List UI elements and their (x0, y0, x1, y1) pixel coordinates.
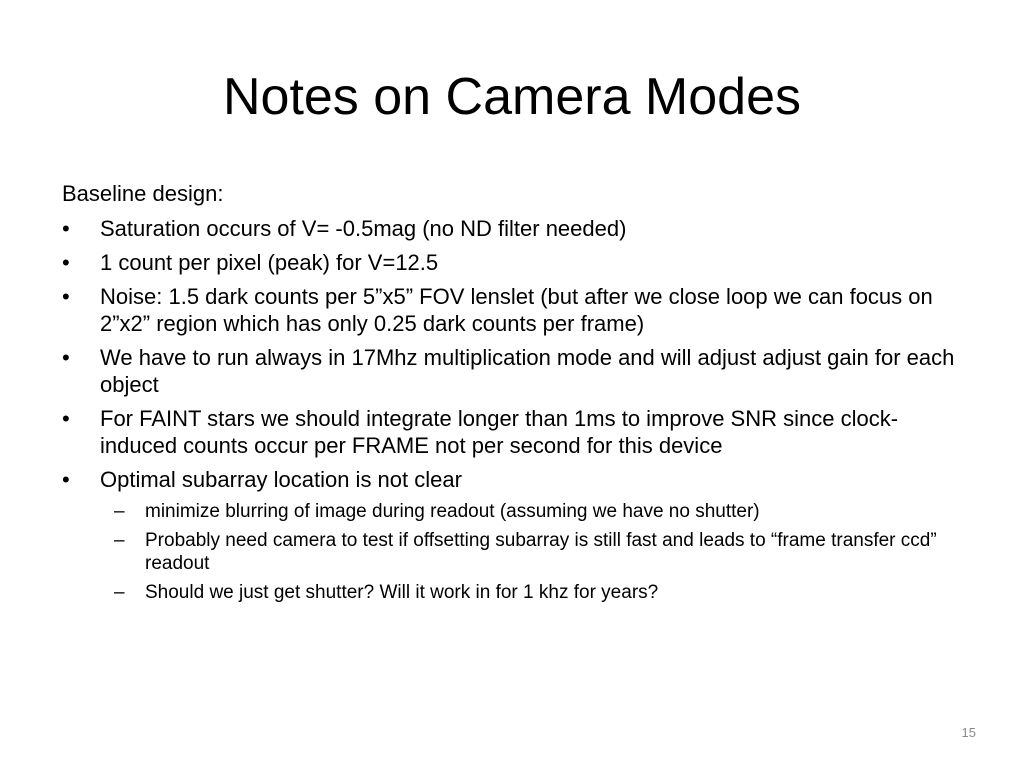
bullet-marker: • (62, 406, 70, 431)
bullet-text: Optimal subarray location is not clear (100, 467, 462, 492)
sub-bullet-text: Probably need camera to test if offsetting subarray is still fast and leads to “frame transfer ccd” readout (145, 530, 937, 574)
bullet-text: We have to run always in 17Mhz multiplication mode and will adjust adjust gain for each object (100, 345, 955, 397)
bullet-text: Noise: 1.5 dark counts per 5”x5” FOV lenslet (but after we close loop we can focus on 2”x2” region which has only 0.25 dark counts per frame) (100, 284, 933, 336)
sub-bullet-item (62, 500, 972, 523)
page-number: 15 (961, 725, 976, 740)
bullet-text: Saturation occurs of V= -0.5mag (no ND filter needed) (100, 216, 627, 241)
slide-body (62, 180, 972, 610)
bullet-text: 1 count per pixel (peak) for V=12.5 (100, 250, 439, 275)
bullet-item (62, 215, 972, 242)
slide-title: Notes on Camera Modes (222, 68, 802, 126)
sub-bullet-marker: – (114, 530, 125, 551)
sub-bullet-item (62, 581, 972, 604)
bullet-item (62, 405, 972, 459)
bullet-item (62, 283, 972, 337)
sub-bullet-marker: – (114, 582, 125, 603)
sub-bullet-text: Should we just get shutter? Will it work in for 1 khz for years? (145, 582, 659, 603)
sub-bullet-marker: – (114, 501, 125, 522)
sub-bullet-item (62, 529, 972, 575)
bullet-marker: • (62, 216, 70, 241)
bullet-marker: • (62, 467, 70, 492)
bullet-text: For FAINT stars we should integrate longer than 1ms to improve SNR since clock-induced counts occur per FRAME not per second for this device (100, 406, 899, 458)
sub-bullet-text: minimize blurring of image during readout (assuming we have no shutter) (145, 501, 760, 522)
bullet-item (62, 249, 972, 276)
bullet-marker: • (62, 345, 70, 370)
bullet-item (62, 466, 972, 493)
intro-text: Baseline design: (62, 181, 224, 206)
bullet-marker: • (62, 284, 70, 309)
bullet-item (62, 344, 972, 398)
bullet-marker: • (62, 250, 70, 275)
